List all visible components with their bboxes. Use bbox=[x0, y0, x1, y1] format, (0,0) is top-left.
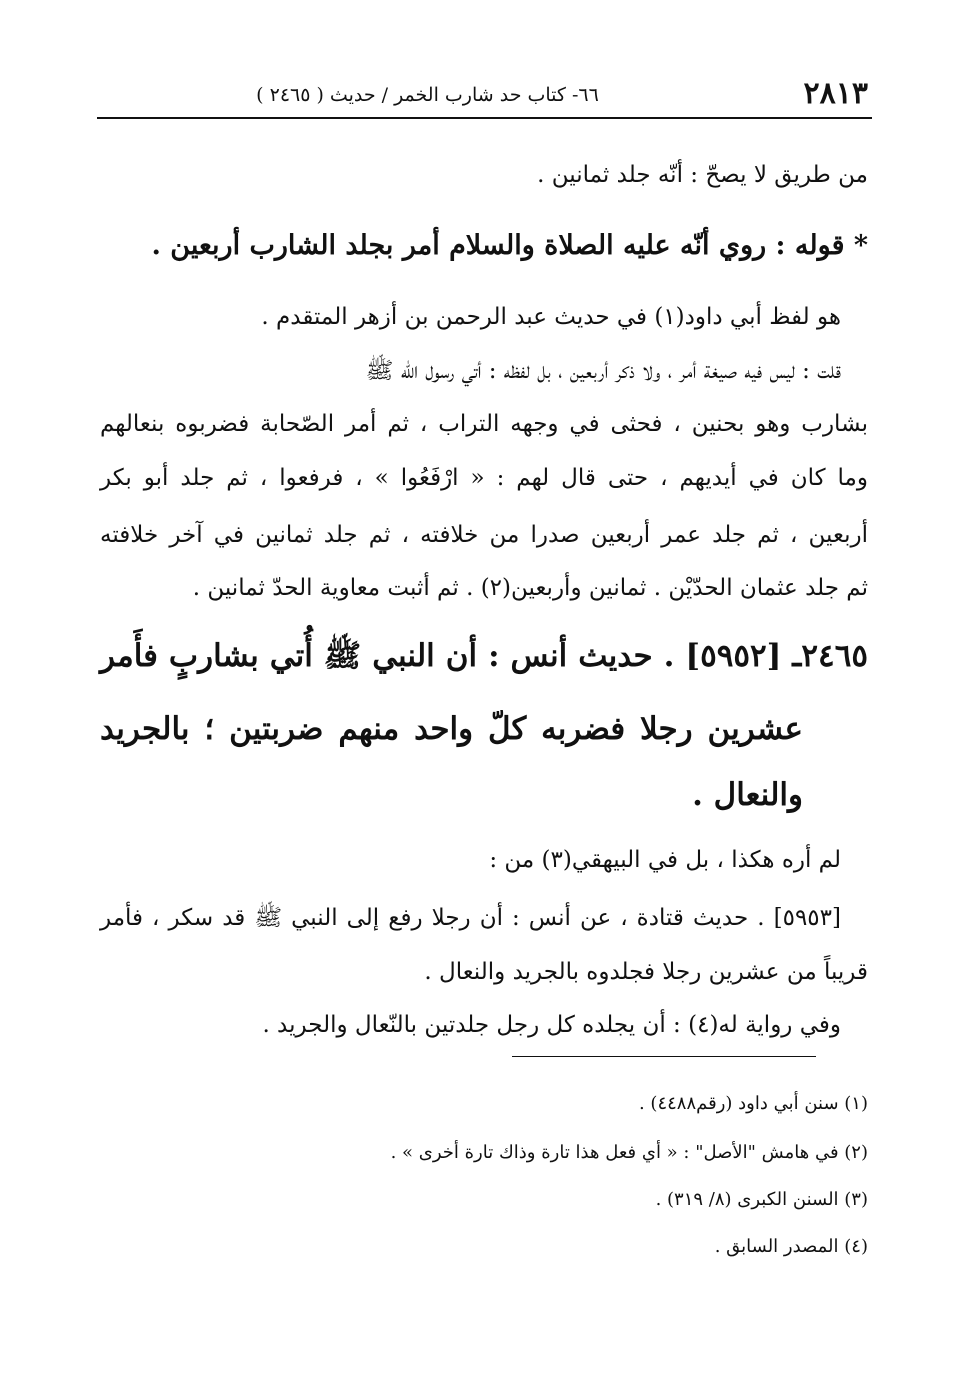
statement-heading: * قوله : روي أنّه عليه الصلاة والسلام أمر بجلد الشارب أربعين . bbox=[151, 230, 868, 261]
paragraph-line: ثم جلد عثمان الحدّيْن . ثمانين وأربعين(٢) . ثم أثبت معاوية الحدّ ثمانين . bbox=[192, 575, 868, 601]
paragraph-abu-dawud: هو لفظ أبي داود(١) في حديث عبد الرحمن بن أزهر المتقدم . bbox=[261, 304, 841, 330]
paragraph-line: قريباً من عشرين رجلا فجلدوه بالجريد والنعال . bbox=[424, 959, 868, 985]
paragraph-bayhaqi: لم أره هكذا ، بل في البيهقي(٣) من : bbox=[489, 847, 841, 873]
paragraph-line: أربعين ، ثم جلد عمر أربعين صدرا من خلافته ، ثم جلد ثمانين في آخر خلافته bbox=[100, 522, 868, 548]
paragraph-line: بشارب وهو بحنين ، فحثى في وجهه التراب ، ثم أمر الصّحابة فضربوه بنعالهم bbox=[100, 411, 868, 437]
footnote: (١) سنن أبي داود (رقم٤٤٨٨) . bbox=[638, 1093, 868, 1114]
page-number: ٢٨١٣ bbox=[803, 76, 868, 111]
paragraph-line: قلت : ليس فيه صيغة أمر ، ولا ذكر أربعين ، بل لفظه : أتي رسول الله ﷺ bbox=[365, 358, 841, 384]
running-title: ٦٦- كتاب حد شارب الخمر / حديث ( ٢٤٦٥ ) bbox=[256, 84, 599, 106]
footnote: (٢) في هامش "الأصل" : « أي فعل هذا تارة وذاك تارة أخرى » . bbox=[390, 1142, 868, 1163]
body-line-intro: من طريق لا يصحّ : أنّه جلد ثمانين . bbox=[537, 162, 868, 188]
footnote-rule bbox=[512, 1056, 816, 1057]
hadith-heading-line: والنعال . bbox=[692, 777, 803, 813]
footnote: (٤) المصدر السابق . bbox=[714, 1236, 868, 1257]
hadith-heading-line: عشرين رجلا فضربه كلّ واحد منهم ضربتين ؛ بالجريد bbox=[100, 711, 803, 747]
footnote: (٣) السنن الكبرى (٨/ ٣١٩) . bbox=[655, 1189, 868, 1210]
paragraph-line: وما كان في أيديهم ، حتى قال لهم : « ارْفَعُوا » ، فرفعوا ، ثم جلد أبو بكر bbox=[100, 465, 868, 491]
paragraph-line: [٥٩٥٣] . حديث قتادة ، عن أنس : أن رجلا رفع إلى النبي ﷺ قد سكر ، فأمر bbox=[100, 905, 841, 931]
header-rule bbox=[97, 117, 872, 119]
paragraph-riwaya: وفي رواية له(٤) : أن يجلده كل رجل جلدتين بالنّعال والجريد . bbox=[262, 1012, 841, 1038]
hadith-heading-line: ٢٤٦٥ـ [٥٩٥٢] . حديث أنس : أن النبي ﷺ أُتي بشاربٍ فأَمر bbox=[100, 638, 868, 674]
running-header bbox=[97, 74, 868, 118]
